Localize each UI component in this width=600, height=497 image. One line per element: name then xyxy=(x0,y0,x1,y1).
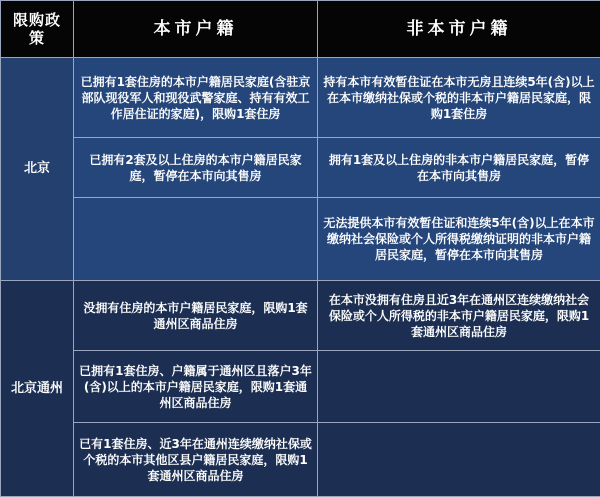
table-row xyxy=(1,138,600,198)
city-beijing-tongzhou: 北京通州 xyxy=(1,281,74,497)
header-corner: 限购政策 xyxy=(1,1,74,58)
tongzhou-nonlocal-rule-2 xyxy=(318,351,600,423)
table-row xyxy=(1,198,600,281)
beijing-nonlocal-rule-2: 拥有1套及以上住房的非本市户籍居民家庭，暂停在本市向其售房 xyxy=(318,138,600,198)
tongzhou-nonlocal-rule-1: 在本市没拥有住房且近3年在通州区连续缴纳社会保险或个人所得税的非本市户籍居民家庭，限购1套通州区商品住房 xyxy=(318,281,600,351)
beijing-local-rule-2: 已拥有2套及以上住房的本市户籍居民家庭，暂停在本市向其售房 xyxy=(74,138,318,198)
table-row xyxy=(1,351,600,423)
header-local-residents: 本市户籍 xyxy=(74,1,318,58)
tongzhou-local-rule-1: 没拥有住房的本市户籍居民家庭，限购1套通州区商品住房 xyxy=(74,281,318,351)
tongzhou-local-rule-3: 已有1套住房、近3年在通州连续缴纳社保或个税的本市其他区县户籍居民家庭，限购1套通州区商品住房 xyxy=(74,423,318,497)
beijing-local-rule-1: 已拥有1套住房的本市户籍居民家庭(含驻京部队现役军人和现役武警家庭、持有有效工作居住证的家庭)，限购1套住房 xyxy=(74,58,318,138)
beijing-nonlocal-rule-1: 持有本市有效暂住证在本市无房且连续5年(含)以上在本市缴纳社保或个税的非本市户籍居民家庭，限购1套住房 xyxy=(318,58,600,138)
tongzhou-nonlocal-rule-3 xyxy=(318,423,600,497)
table-row xyxy=(1,58,600,138)
city-beijing: 北京 xyxy=(1,58,74,281)
beijing-local-rule-3 xyxy=(74,198,318,281)
header-nonlocal-residents: 非本市户籍 xyxy=(318,1,600,58)
table-row xyxy=(1,423,600,497)
tongzhou-local-rule-2: 已拥有1套住房、户籍属于通州区且落户3年(含)以上的本市户籍居民家庭，限购1套通州区商品住房 xyxy=(74,351,318,423)
header-row xyxy=(1,1,600,58)
table-row xyxy=(1,281,600,351)
beijing-nonlocal-rule-3: 无法提供本市有效暂住证和连续5年(含)以上在本市缴纳社会保险或个人所得税缴纳证明的非本市户籍居民家庭，暂停在本市向其售房 xyxy=(318,198,600,281)
